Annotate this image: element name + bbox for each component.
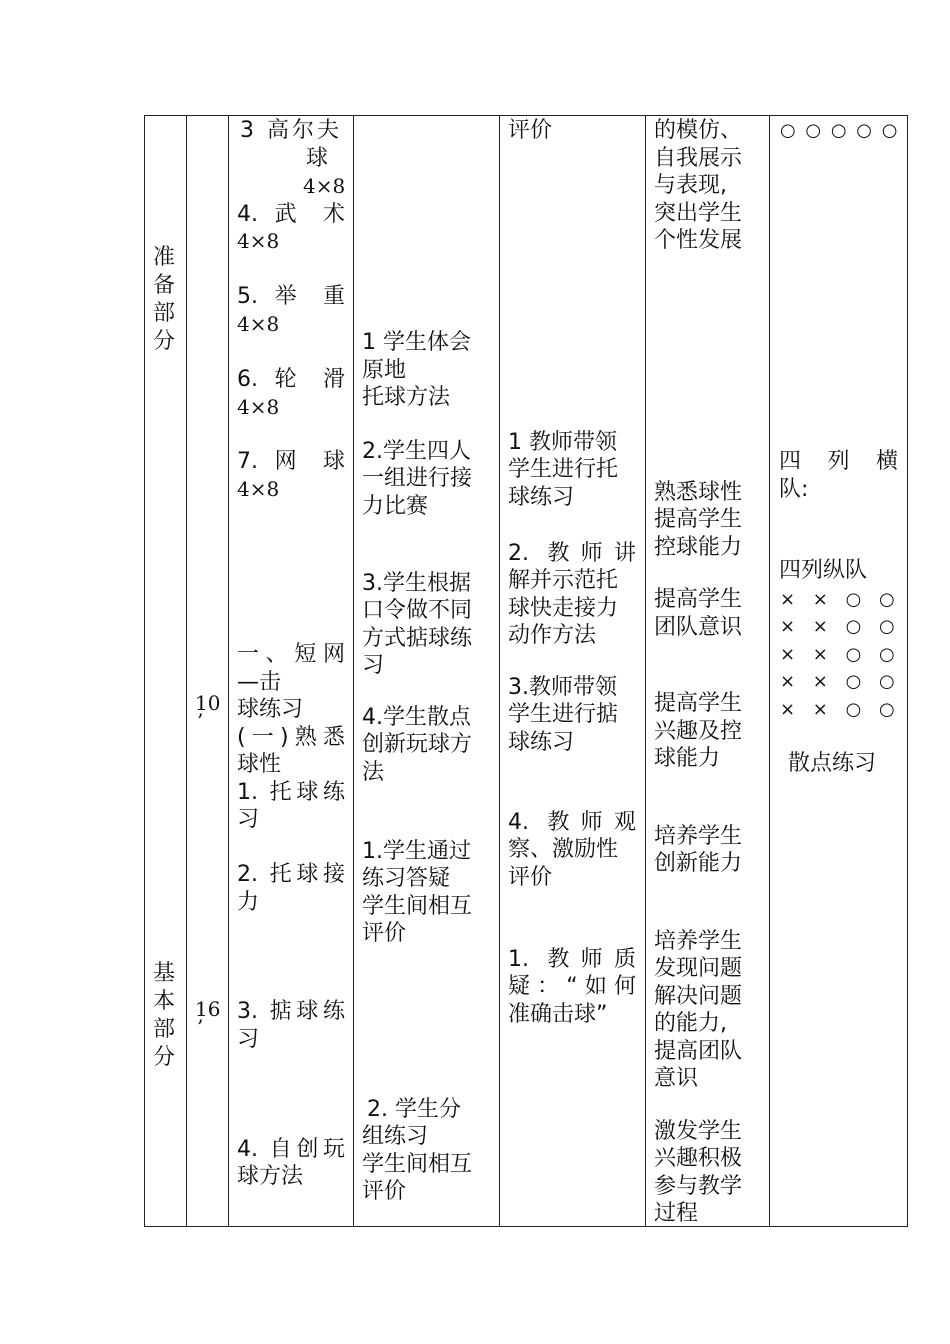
student-line: 2.学生四人	[362, 439, 471, 464]
content-count: 4×8	[237, 312, 280, 336]
student-line: 2. 学生分	[367, 1097, 461, 1122]
student-line: 1.学生通过	[362, 839, 471, 864]
content-line: 3 高尔夫	[240, 118, 342, 143]
time-value: 10	[195, 691, 221, 715]
teacher-line: 察、激励性	[508, 837, 619, 862]
content-line: 4. 武 术	[237, 202, 345, 227]
intent-line: 球能力	[654, 746, 721, 771]
student-line: 口令做不同	[362, 598, 473, 623]
content-line: 球性	[237, 752, 282, 777]
student-line: 4.学生散点	[362, 705, 471, 730]
content-line: 4. 自创玩	[237, 1137, 345, 1162]
content-line: 2. 托球接	[237, 862, 345, 887]
content-count: 4×8	[237, 477, 280, 501]
column-divider	[186, 115, 187, 1227]
intent-line: 意识	[654, 1066, 699, 1091]
content-line: 习	[237, 1027, 260, 1052]
time-value: 16	[195, 997, 221, 1021]
time-mark: ’	[197, 709, 204, 733]
content-line: 6. 轮 滑	[237, 367, 345, 392]
teacher-line: 学生进行掂	[508, 702, 619, 727]
section-prep-label: 准备部分	[153, 245, 176, 354]
intent-line: 自我展示	[654, 146, 743, 171]
content-line: 习	[237, 807, 260, 832]
organization-line: 四 列 横	[779, 449, 898, 474]
intent-line: 创新能力	[654, 851, 743, 876]
intent-line: 过程	[654, 1201, 699, 1226]
column-divider	[353, 115, 354, 1227]
content-line: 7. 网 球	[237, 449, 345, 474]
student-line: 评价	[362, 1179, 407, 1204]
student-line: 评价	[362, 921, 407, 946]
teacher-line: 1. 教师质	[508, 947, 636, 972]
intent-line: 与表现,	[654, 173, 727, 198]
teacher-line: 球快走接力	[508, 596, 619, 621]
content-line: —击	[237, 670, 282, 695]
student-line: 习	[362, 653, 385, 678]
intent-line: 提高学生	[654, 507, 743, 532]
student-line: 方式掂球练	[362, 626, 473, 651]
time-mark: ’	[197, 1015, 204, 1039]
intent-line: 突出学生	[654, 201, 743, 226]
column-divider	[499, 115, 500, 1227]
column-divider	[769, 115, 770, 1227]
intent-line: 培养学生	[654, 824, 743, 849]
teacher-line: 疑：“如何	[508, 974, 636, 999]
formation-symbols: × × ○ ○	[780, 589, 901, 610]
teacher-line: 学生进行托	[508, 457, 619, 482]
content-line: 球	[306, 146, 329, 171]
teacher-line: 3.教师带领	[508, 675, 617, 700]
student-line: 原地	[362, 358, 407, 383]
intent-line: 的模仿、	[654, 118, 743, 143]
teacher-line: 球练习	[508, 730, 575, 755]
student-line: 1 学生体会	[362, 330, 471, 355]
student-line: 创新玩球方	[362, 732, 473, 757]
student-line: 3.学生根据	[362, 571, 471, 596]
content-line: 球练习	[237, 697, 304, 722]
content-line: (一)熟悉	[237, 725, 345, 750]
intent-line: 兴趣积极	[654, 1146, 743, 1171]
teacher-line: 评价	[508, 118, 553, 143]
content-count: 4×8	[303, 174, 346, 198]
content-count: 4×8	[237, 229, 280, 253]
content-line: 1. 托球练	[237, 780, 345, 805]
intent-line: 提高学生	[654, 691, 743, 716]
intent-line: 兴趣及控	[654, 719, 743, 744]
intent-line: 参与教学	[654, 1174, 743, 1199]
content-line: 一、短网	[237, 642, 345, 667]
intent-line: 熟悉球性	[654, 480, 743, 505]
content-line: 球方法	[237, 1164, 304, 1189]
intent-line: 提高团队	[654, 1039, 743, 1064]
formation-symbols: × × ○ ○	[780, 699, 901, 720]
student-line: 力比赛	[362, 494, 429, 519]
teacher-line: 评价	[508, 865, 553, 890]
teacher-line: 准确击球”	[508, 1002, 608, 1027]
content-count: 4×8	[237, 395, 280, 419]
teacher-line: 解并示范托	[508, 568, 619, 593]
student-line: 一组进行接	[362, 466, 473, 491]
intent-line: 控球能力	[654, 535, 743, 560]
organization-line: 队:	[779, 477, 809, 502]
teacher-line: 动作方法	[508, 623, 597, 648]
section-basic-label: 基本部分	[153, 961, 176, 1070]
teacher-line: 球练习	[508, 485, 575, 510]
teacher-line: 4. 教师观	[508, 810, 636, 835]
intent-line: 提高学生	[654, 587, 743, 612]
student-line: 法	[362, 760, 385, 785]
intent-line: 激发学生	[654, 1119, 743, 1144]
teacher-line: 2. 教师讲	[508, 541, 636, 566]
organization-line: 四列纵队	[779, 558, 868, 583]
column-divider	[228, 115, 229, 1227]
student-line: 托球方法	[362, 385, 451, 410]
intent-line: 解决问题	[654, 984, 743, 1009]
content-line: 3. 掂球练	[237, 999, 345, 1024]
formation-symbols: ○ ○ ○ ○ ○	[780, 120, 900, 141]
content-line: 5. 举 重	[237, 284, 345, 309]
student-line: 学生间相互	[362, 1152, 473, 1177]
formation-symbols: × × ○ ○	[780, 616, 901, 637]
teacher-line: 1 教师带领	[508, 430, 617, 455]
intent-line: 培养学生	[654, 929, 743, 954]
intent-line: 团队意识	[654, 615, 743, 640]
student-line: 组练习	[362, 1124, 429, 1149]
student-line: 练习答疑	[362, 866, 451, 891]
intent-line: 个性发展	[654, 228, 743, 253]
content-line: 力	[237, 890, 260, 915]
organization-line: 散点练习	[788, 751, 877, 776]
intent-line: 的能力,	[654, 1011, 727, 1036]
intent-line: 发现问题	[654, 956, 743, 981]
column-divider	[645, 115, 646, 1227]
formation-symbols: × × ○ ○	[780, 644, 901, 665]
formation-symbols: × × ○ ○	[780, 671, 901, 692]
student-line: 学生间相互	[362, 894, 473, 919]
